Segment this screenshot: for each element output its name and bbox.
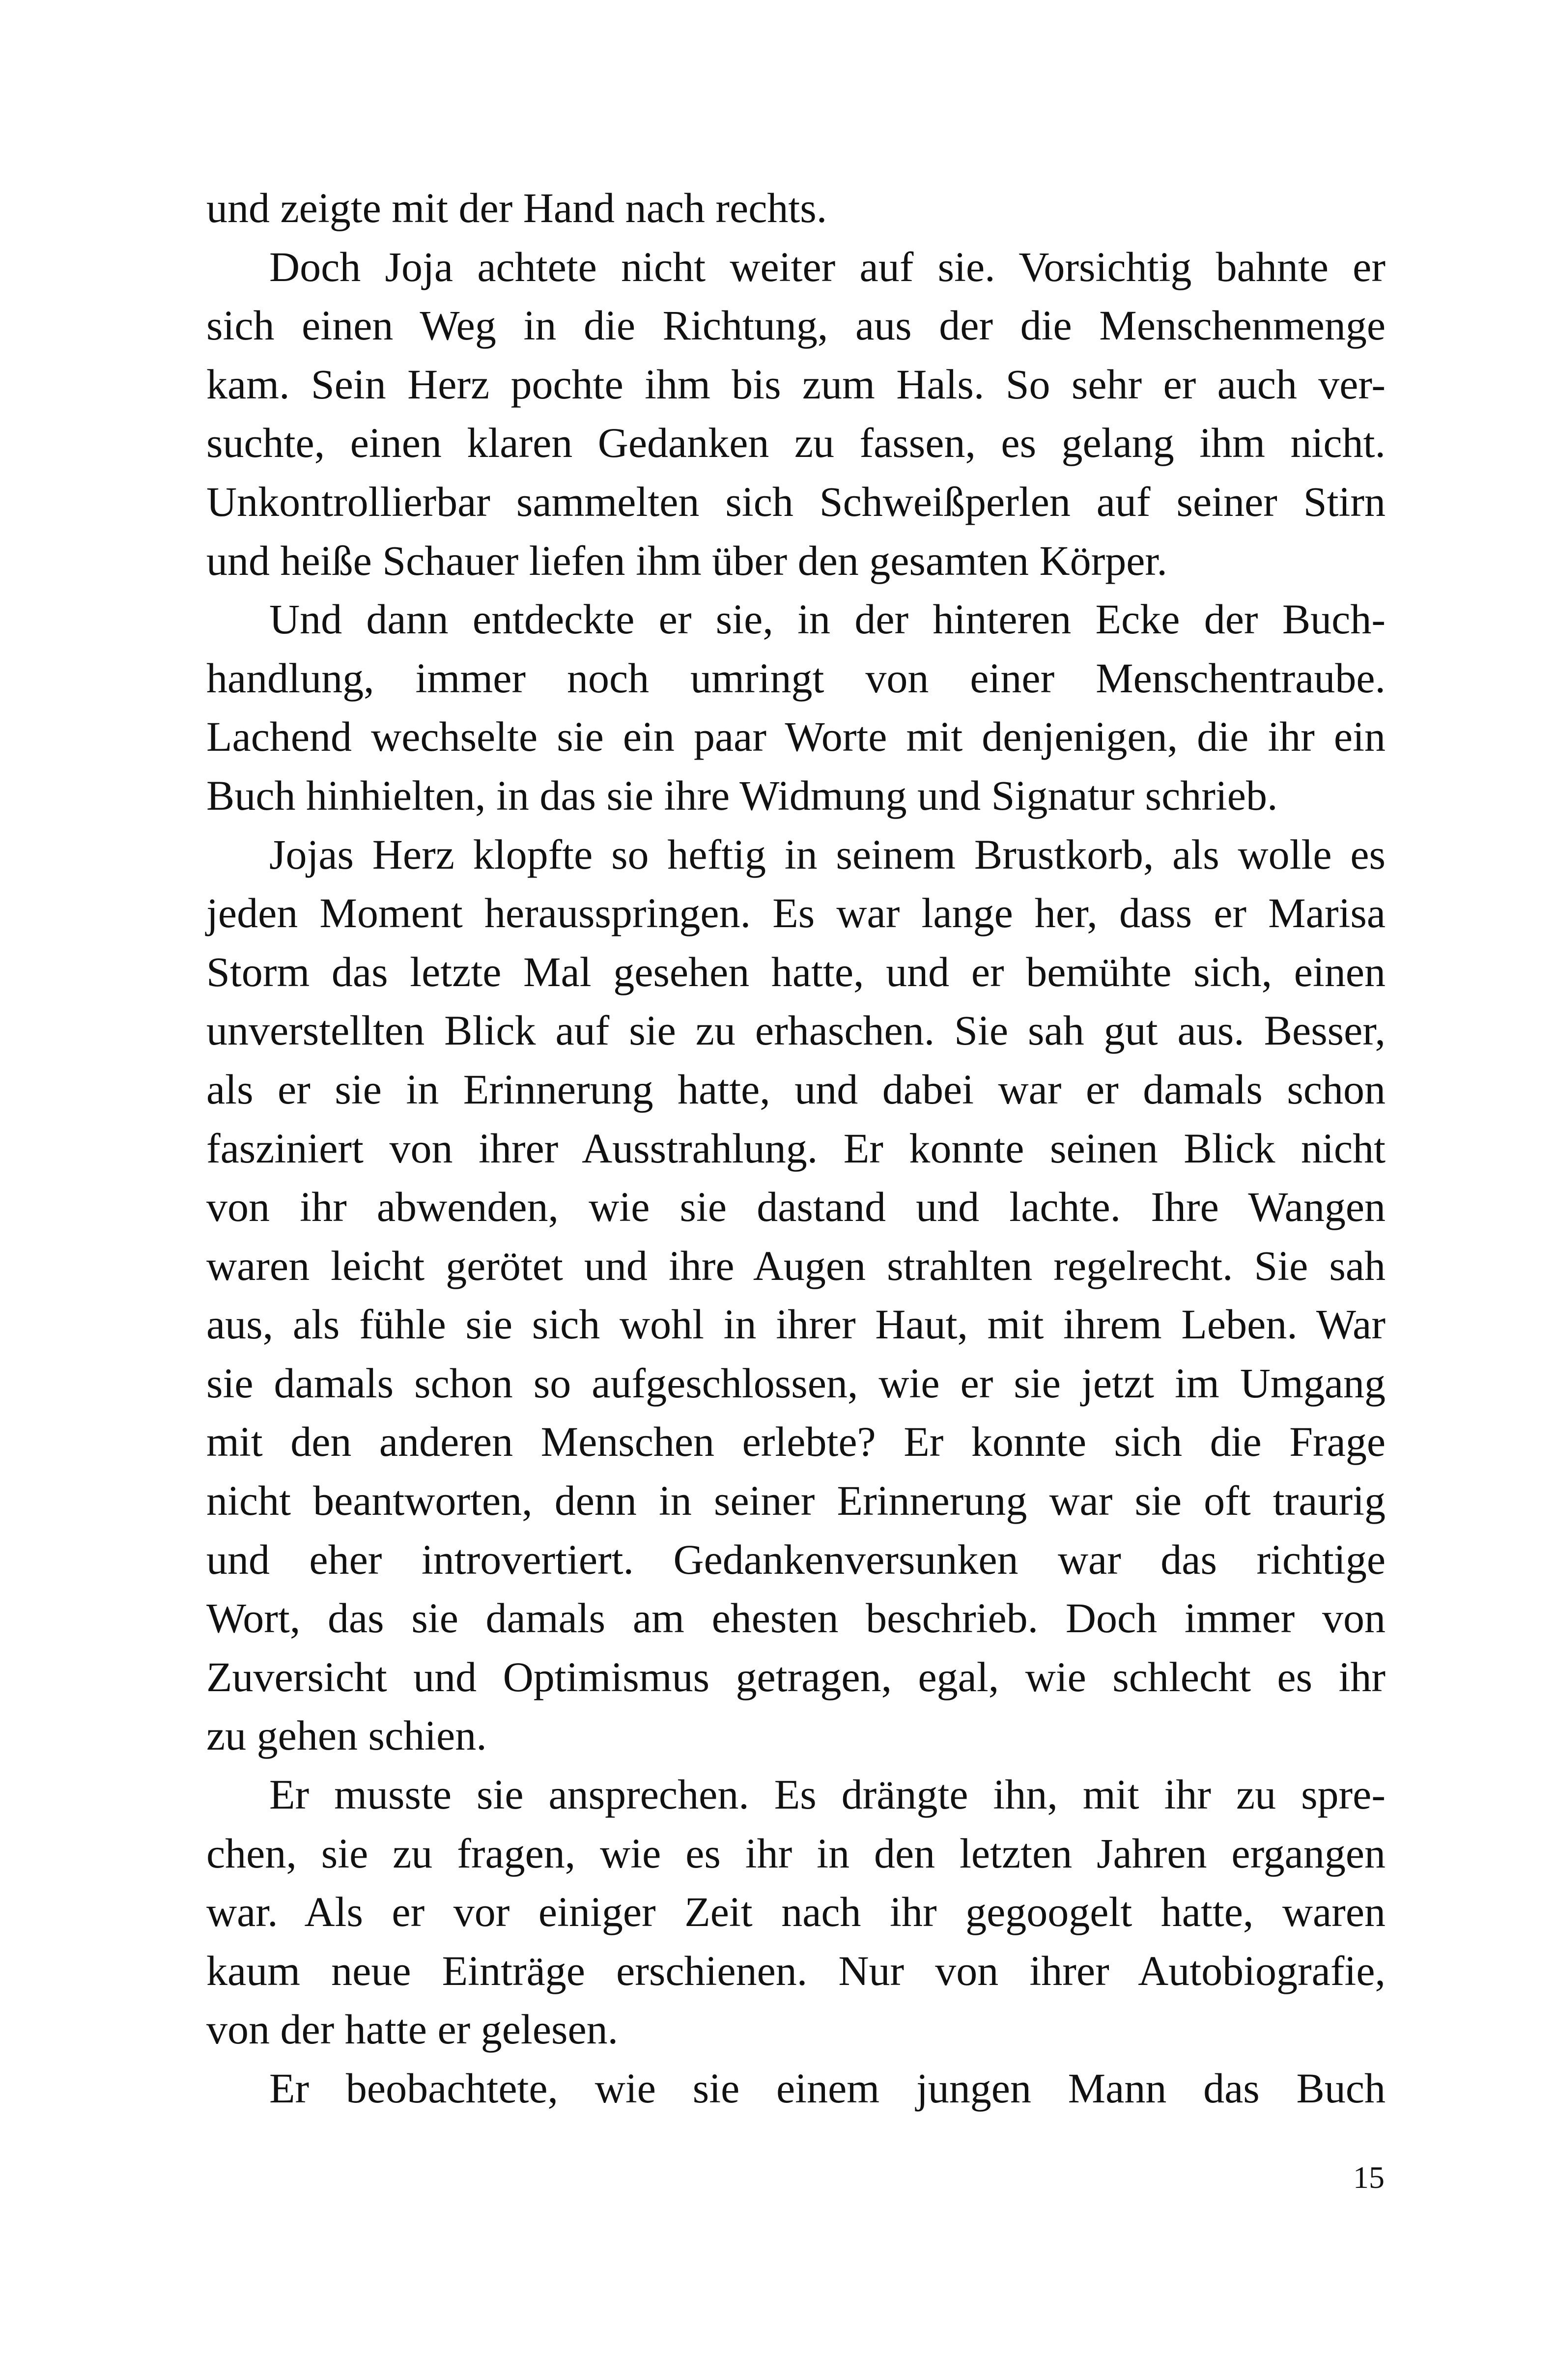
text-line: mit den anderen Menschen erlebte? Er konnte sich die Frage xyxy=(206,1418,1386,1466)
text-line: kaum neue Einträge erschienen. Nur von ihrer Autobiografie, xyxy=(206,1947,1386,1994)
text-line: Und dann entdeckte er sie, in der hinteren Ecke der Buch- xyxy=(269,595,1386,643)
text-line: Lachend wechselte sie ein paar Worte mit denjenigen, die ihr ein xyxy=(206,713,1386,761)
text-line: unverstellten Blick auf sie zu erhaschen. Sie sah gut aus. Besser, xyxy=(206,1007,1386,1054)
text-line: Unkontrollierbar sammelten sich Schweißperlen auf seiner Stirn xyxy=(206,478,1386,525)
text-line: Jojas Herz klopfte so heftig in seinem Brustkorb, als wolle es xyxy=(269,830,1386,878)
text-line: Doch Joja achtete nicht weiter auf sie. Vorsichtig bahnte er xyxy=(269,243,1386,290)
text-line: Wort, das sie damals am ehesten beschrieb. Doch immer von xyxy=(206,1594,1386,1642)
text-line: fasziniert von ihrer Ausstrahlung. Er konnte seinen Blick nicht xyxy=(206,1124,1386,1172)
text-line: Er musste sie ansprechen. Es drängte ihn, mit ihr zu spre- xyxy=(269,1771,1386,1818)
text-line: chen, sie zu fragen, wie es ihr in den letzten Jahren ergangen xyxy=(206,1829,1386,1877)
text-line: war. Als er vor einiger Zeit nach ihr gegoogelt hatte, waren xyxy=(206,1888,1386,1936)
text-line: jeden Moment herausspringen. Es war lange her, dass er Marisa xyxy=(206,889,1386,937)
text-line: kam. Sein Herz pochte ihm bis zum Hals. So sehr er auch ver- xyxy=(206,360,1386,408)
text-line: Zuversicht und Optimismus getragen, egal, wie schlecht es ihr xyxy=(206,1653,1386,1700)
text-lines xyxy=(206,179,1386,2118)
text-line: Storm das letzte Mal gesehen hatte, und er bemühte sich, einen xyxy=(206,948,1386,995)
text-line: Er beobachtete, wie sie einem jungen Mann das Buch xyxy=(269,2065,1386,2112)
page-number: 15 xyxy=(1353,2160,1385,2195)
text-line: handlung, immer noch umringt von einer Menschentraube. xyxy=(206,654,1386,702)
text-line: sie damals schon so aufgeschlossen, wie er sie jetzt im Umgang xyxy=(206,1359,1386,1407)
text-line: als er sie in Erinnerung hatte, und dabei war er damals schon xyxy=(206,1065,1386,1113)
text-line: Buch hinhielten, in das sie ihre Widmung und Signatur schrieb. xyxy=(206,771,1278,819)
text-line: waren leicht gerötet und ihre Augen strahlten regelrecht. Sie sah xyxy=(206,1242,1386,1289)
text-line: von der hatte er gelesen. xyxy=(206,2006,619,2053)
text-line: von ihr abwenden, wie sie dastand und lachte. Ihre Wangen xyxy=(206,1183,1386,1231)
body-text xyxy=(206,179,1386,2118)
text-line: nicht beantworten, denn in seiner Erinnerung war sie oft traurig xyxy=(206,1477,1386,1525)
text-line: und heiße Schauer liefen ihm über den gesamten Körper. xyxy=(206,537,1167,584)
text-line: und zeigte mit der Hand nach rechts. xyxy=(206,184,827,231)
text-line: und eher introvertiert. Gedankenversunken war das richtige xyxy=(206,1535,1386,1583)
text-line: zu gehen schien. xyxy=(206,1712,487,1759)
text-line: aus, als fühle sie sich wohl in ihrer Haut, mit ihrem Leben. War xyxy=(206,1301,1386,1348)
text-line: sich einen Weg in die Richtung, aus der die Menschenmenge xyxy=(206,302,1386,349)
text-line: suchte, einen klaren Gedanken zu fassen, es gelang ihm nicht. xyxy=(206,419,1386,467)
